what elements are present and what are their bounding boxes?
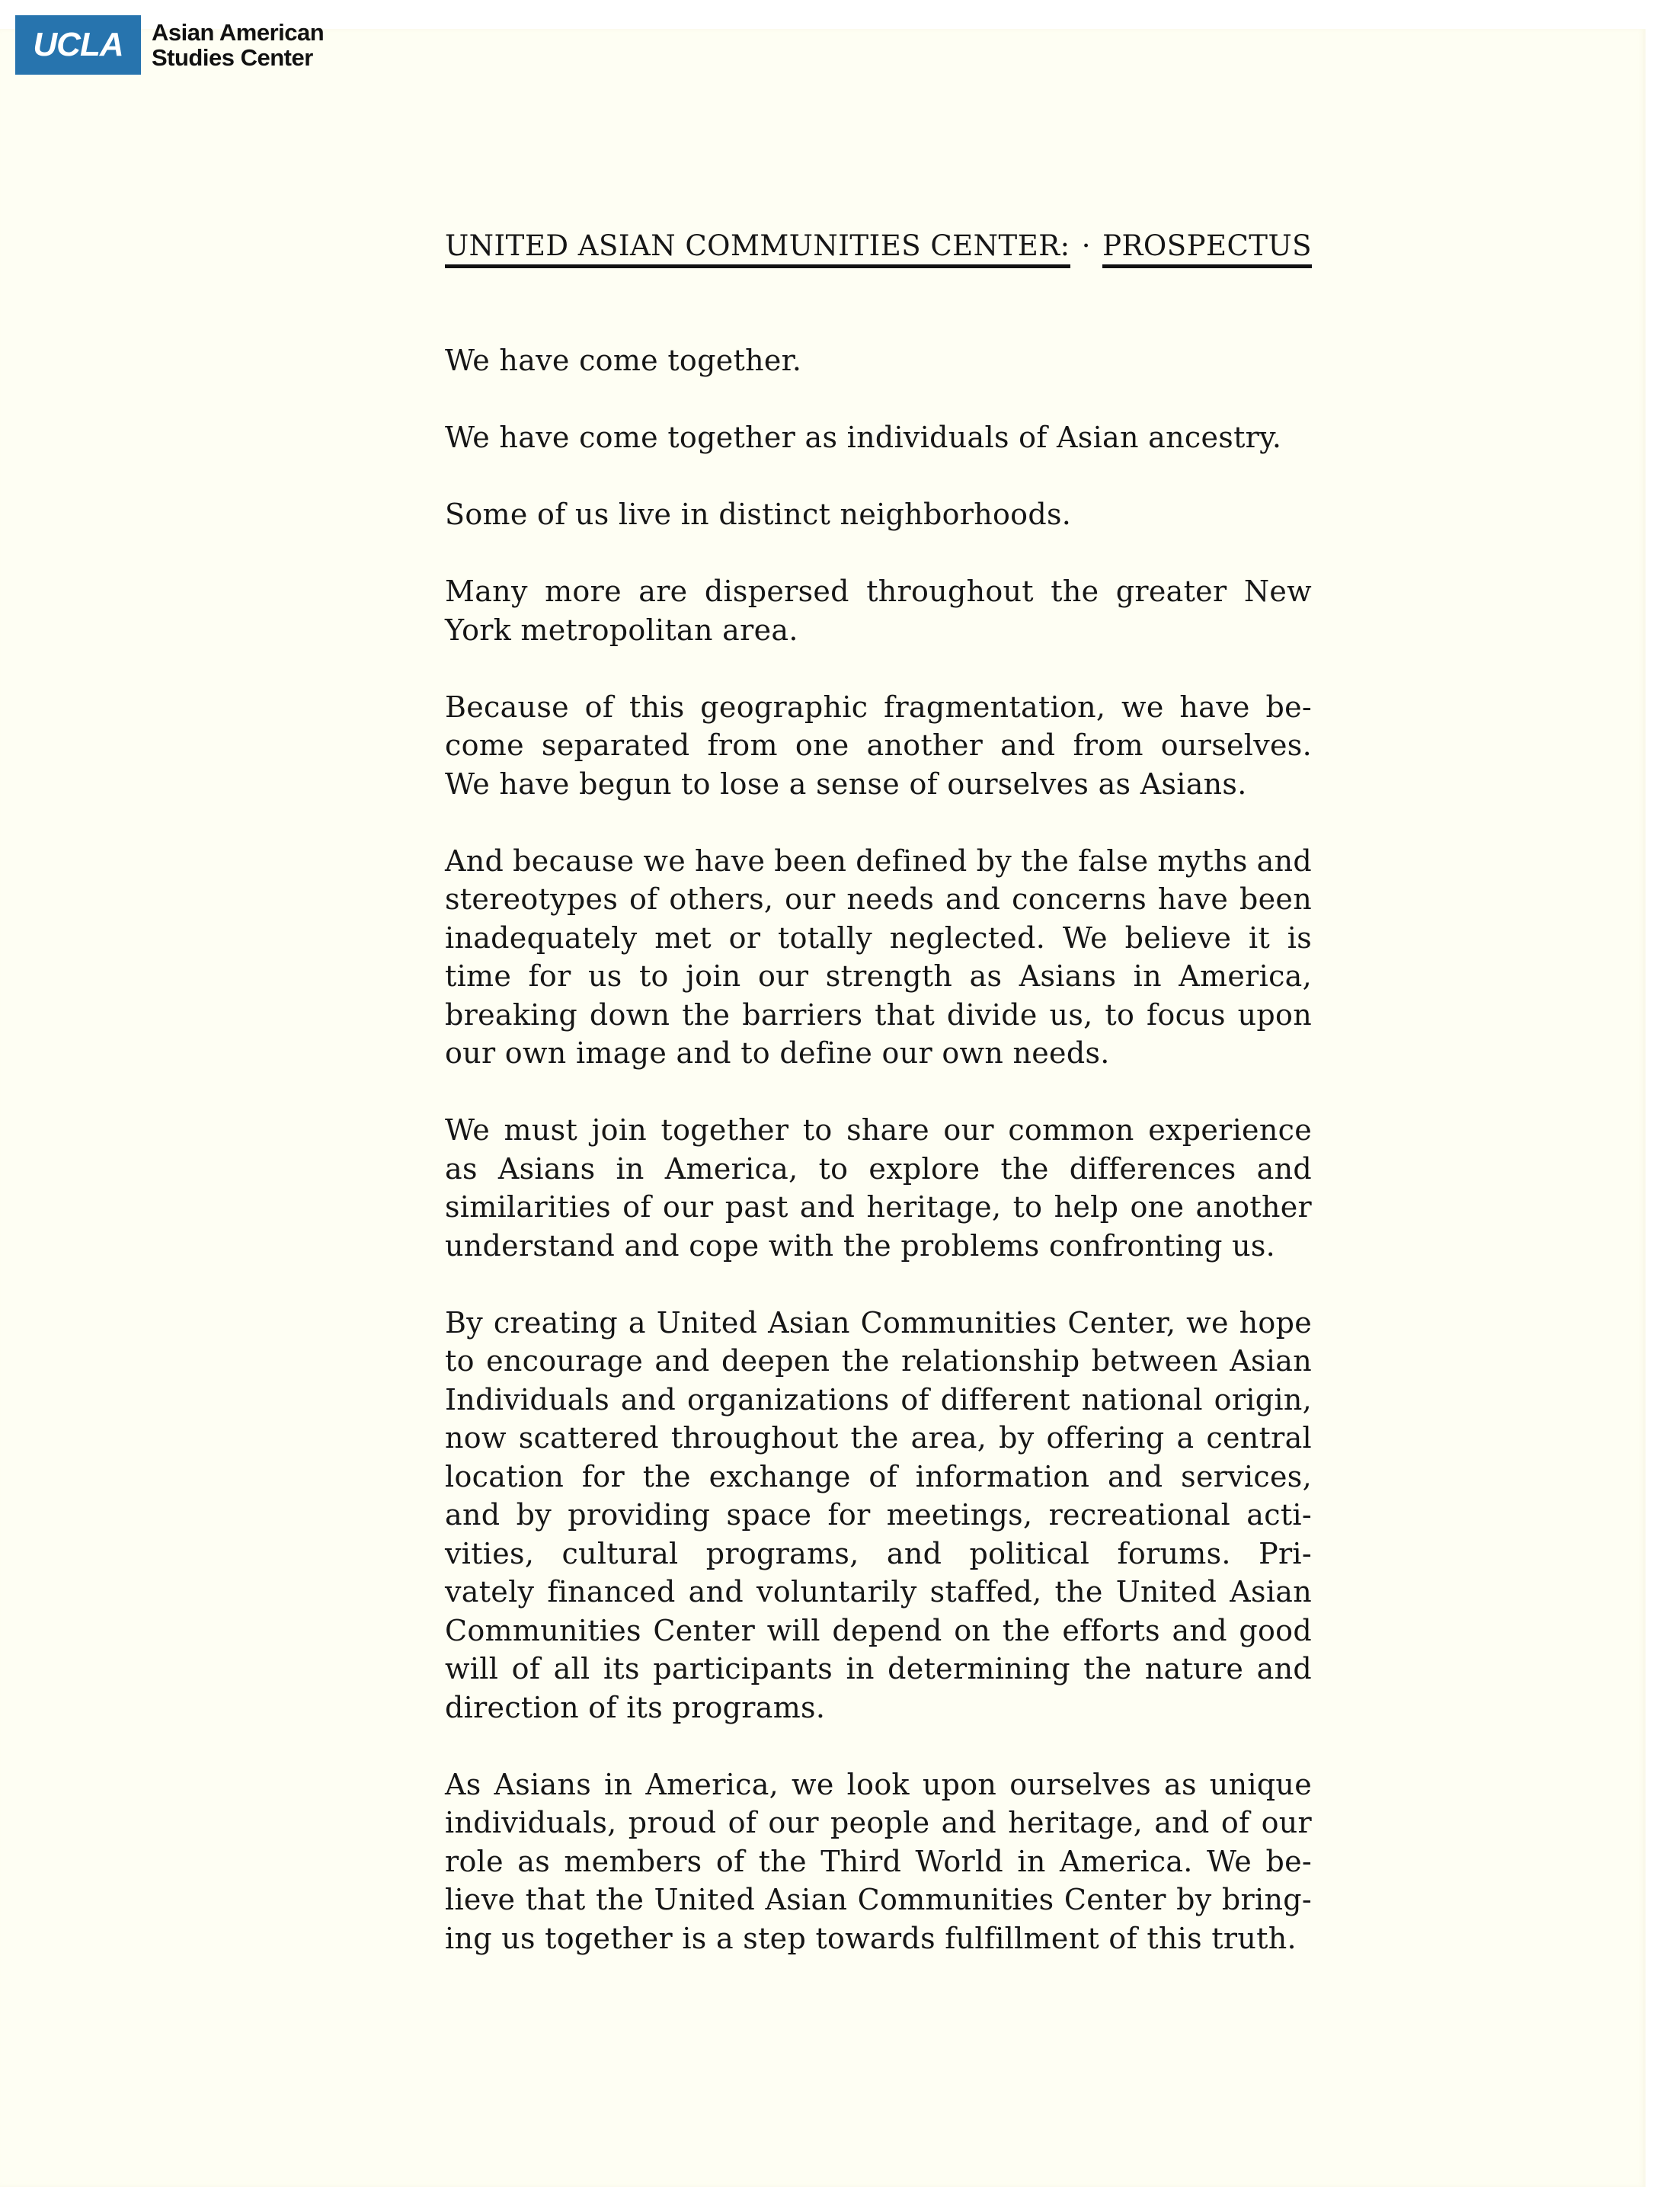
paragraph-line: ing us together is a step towards fulfillment of this truth. [445,1921,1297,1955]
paragraph-line: lieve that the United Asian Communities Center by bring- [445,1883,1312,1916]
paragraph-line: We must join together to share our common experience [445,1113,1312,1147]
paragraph-line: inadequately met or totally neglected. We believe it is [445,920,1312,955]
paragraph-line: By creating a United Asian Communities Center, we hope [445,1305,1312,1340]
paragraph-line: understand and cope with the problems confronting us. [445,1228,1276,1263]
title-left: UNITED ASIAN COMMUNITIES CENTER: [445,230,1070,268]
paragraph-line: vately financed and voluntarily staffed, the United Asian [445,1575,1312,1609]
paragraph-line: as Asians in America, to explore the differences and [445,1151,1312,1186]
paragraph-4 [445,572,1312,649]
paragraph-line: breaking down the barriers that divide us, to focus upon [445,997,1312,1032]
paragraph-line: time for us to join our strength as Asians in America, [445,959,1312,993]
paragraph-9 [445,1765,1312,1958]
paragraph-line: We have come together. [445,344,802,377]
title-right: PROSPECTUS [1102,230,1312,268]
paragraph-line: vities, cultural programs, and political forums. Pri- [445,1536,1312,1570]
paragraph-line: role as members of the Third World in America. We be- [445,1844,1312,1878]
center-name-line2: Studies Center [152,44,313,71]
ucla-logo-text: UCLA [33,26,123,63]
paragraph-line: And because we have been defined by the false myths and [445,844,1312,878]
paragraph-3 [445,495,1312,534]
paragraph-line: individuals, proud of our people and heritage, and of our [445,1806,1312,1839]
paragraph-line: will of all its participants in determining the nature and [445,1652,1312,1685]
body-paragraphs [445,341,1312,1958]
prospectus-document [445,221,1312,1996]
paragraph-line: Because of this geographic fragmentation, we have be- [445,690,1312,724]
paragraph-6 [445,842,1312,1073]
paragraph-line: stereotypes of others, our needs and concerns have been [445,882,1312,916]
ucla-logo-mark [15,15,141,75]
paragraph-line: York metropolitan area. [445,613,798,647]
paragraph-line: location for the exchange of information and services, [445,1459,1312,1493]
paragraph-line: and by providing space for meetings, recreational acti- [445,1498,1312,1532]
title-separator: · [1081,229,1091,262]
paragraph-line: We have come together as individuals of Asian ancestry. [445,421,1282,454]
paragraph-line: our own image and to define our own needs. [445,1036,1110,1070]
paragraph-line: Some of us live in distinct neighborhoods. [445,498,1072,531]
center-name-line1: Asian American [152,19,325,46]
paragraph-line: to encourage and deepen the relationship between Asian [445,1344,1312,1378]
paragraph-1 [445,341,1312,380]
center-name [152,20,324,70]
paragraph-line: now scattered throughout the area, by offering a central [445,1421,1312,1455]
paragraph-line: come separated from one another and from ourselves. [445,728,1312,762]
paragraph-line: Communities Center will depend on the efforts and good [445,1613,1312,1647]
paragraph-line: We have begun to lose a sense of ourselves as Asians. [445,767,1247,801]
paragraph-line: Individuals and organizations of different national origin, [445,1382,1312,1417]
paragraph-7 [445,1111,1312,1265]
document-title [445,221,1312,268]
paragraph-line: similarities of our past and heritage, to help one another [445,1190,1312,1224]
paragraph-2 [445,418,1312,457]
paragraph-8 [445,1304,1312,1727]
paragraph-line: As Asians in America, we look upon ourselves as unique [445,1767,1312,1801]
paragraph-5 [445,688,1312,804]
paragraph-line: direction of its programs. [445,1690,826,1724]
paragraph-line: Many more are dispersed throughout the greater New [445,575,1312,608]
ucla-aasc-logo [15,15,324,75]
